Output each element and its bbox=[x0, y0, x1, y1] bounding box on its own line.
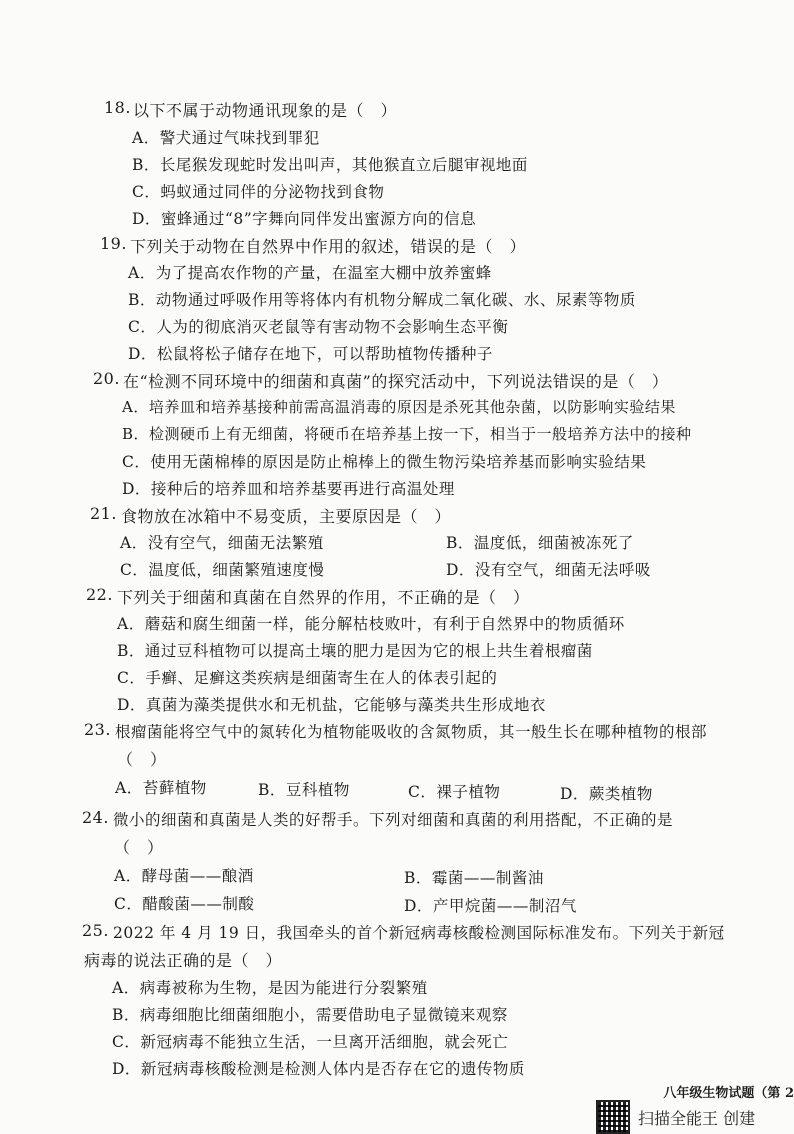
option-b: B．检测硬币上有无细菌，将硬币在培养基上按一下，相当于一般培养方法中的接种 bbox=[122, 425, 692, 443]
option-a: A．蘑菇和腐生细菌一样，能分解枯枝败叶，有利于自然界中的物质循环 bbox=[117, 615, 625, 633]
option-d: D．接种后的培养皿和培养基要再进行高温处理 bbox=[122, 480, 455, 498]
question-stem-continued: （ ） bbox=[114, 838, 164, 857]
question-stem: 根瘤菌能将空气中的氮转化为植物能吸收的含氮物质，其一般生长在哪种植物的根部 bbox=[115, 723, 708, 741]
option-c: C．蚂蚁通过同伴的分泌物找到食物 bbox=[132, 183, 385, 201]
question-number: 22. bbox=[86, 585, 113, 604]
option-a: A．酵母菌——酿酒 bbox=[114, 867, 254, 885]
option-c: C．醋酸菌——制酸 bbox=[114, 895, 255, 913]
option-c: C．裸子植物 bbox=[408, 783, 501, 801]
question-stem-continued: （ ） bbox=[117, 750, 167, 769]
option-a: A．警犬通过气味找到罪犯 bbox=[132, 129, 320, 147]
page-footer: 八年级生物试题（第 2 bbox=[663, 1086, 794, 1101]
question-stem-continued: 病毒的说法正确的是（ ） bbox=[84, 951, 283, 970]
option-c: C．使用无菌棉棒的原因是防止棉棒上的微生物污染培养基而影响实验结果 bbox=[122, 453, 647, 471]
option-d: D．真菌为藻类提供水和无机盐，它能够与藻类共生形成地衣 bbox=[117, 696, 546, 714]
option-d: D．蕨类植物 bbox=[560, 785, 653, 803]
question-stem: 下列关于细菌和真菌在自然界的作用，不正确的是（ ） bbox=[117, 588, 530, 607]
option-d: D．蜜蜂通过“8”字舞向同伴发出蜜源方向的信息 bbox=[132, 210, 477, 228]
option-d: D．新冠病毒核酸检测是检测人体内是否存在它的遗传物质 bbox=[112, 1060, 525, 1078]
option-a: A．病毒被称为生物，是因为能进行分裂繁殖 bbox=[112, 979, 428, 997]
option-b: B．霉菌——制酱油 bbox=[404, 869, 544, 887]
question-number: 21. bbox=[90, 504, 117, 523]
option-d: D．松鼠将松子储存在地下，可以帮助植物传播种子 bbox=[128, 345, 493, 363]
question-stem: 以下不属于动物通讯现象的是（ ） bbox=[133, 101, 398, 120]
option-c: C．温度低，细菌繁殖速度慢 bbox=[120, 561, 325, 579]
option-c: C．手癣、足癣这类疾病是细菌寄生在人的体表引起的 bbox=[117, 669, 498, 687]
option-b: B．通过豆科植物可以提高土壤的肥力是因为它的根上共生着根瘤菌 bbox=[117, 642, 593, 660]
option-a: A．培养皿和培养基接种前需高温消毒的原因是杀死其他杂菌，以防影响实验结果 bbox=[122, 398, 676, 416]
question-number: 20. bbox=[93, 369, 120, 388]
option-b: B．温度低，细菌被冻死了 bbox=[446, 534, 634, 552]
option-b: B．动物通过呼吸作用等将体内有机物分解成二氧化碳、水、尿素等物质 bbox=[128, 291, 636, 309]
option-c: C．新冠病毒不能独立生活，一旦离开活细胞，就会死亡 bbox=[112, 1033, 509, 1051]
question-number: 24. bbox=[82, 808, 109, 827]
question-number: 25. bbox=[82, 921, 109, 940]
option-b: B．长尾猴发现蛇时发出叫声，其他猴直立后腿审视地面 bbox=[132, 156, 528, 174]
question-number: 18. bbox=[104, 98, 131, 117]
scanner-label: 扫描全能王 创建 bbox=[638, 1108, 756, 1128]
option-a: A．苔藓植物 bbox=[115, 779, 207, 797]
option-d: D．没有空气，细菌无法呼吸 bbox=[446, 561, 651, 579]
option-a: A．没有空气，细菌无法繁殖 bbox=[120, 534, 324, 552]
option-a: A．为了提高农作物的产量，在温室大棚中放养蜜蜂 bbox=[128, 264, 492, 282]
option-b: B．豆科植物 bbox=[258, 781, 350, 799]
question-number: 19. bbox=[100, 234, 127, 253]
question-stem: 在“检测不同环境中的细菌和真菌”的探究活动中，下列说法错误的是（ ） bbox=[123, 372, 669, 391]
question-stem: 微小的细菌和真菌是人类的好帮手。下列对细菌和真菌的利用搭配，不正确的是 bbox=[113, 811, 674, 829]
option-c: C．人为的彻底消灭老鼠等有害动物不会影响生态平衡 bbox=[128, 318, 509, 336]
question-stem: 2022 年 4 月 19 日，我国牵头的首个新冠病毒核酸检测国际标准发布。下列关于新冠 bbox=[113, 924, 725, 942]
question-stem: 食物放在冰箱中不易变质，主要原因是（ ） bbox=[121, 507, 452, 526]
qr-code-icon bbox=[596, 1100, 630, 1134]
option-b: B．病毒细胞比细菌细胞小，需要借助电子显微镜来观察 bbox=[112, 1006, 508, 1024]
scanner-watermark bbox=[596, 1100, 755, 1134]
option-d: D．产甲烷菌——制沼气 bbox=[404, 897, 577, 915]
question-stem: 下列关于动物在自然界中作用的叙述，错误的是（ ） bbox=[130, 237, 527, 256]
question-number: 23. bbox=[84, 720, 111, 739]
